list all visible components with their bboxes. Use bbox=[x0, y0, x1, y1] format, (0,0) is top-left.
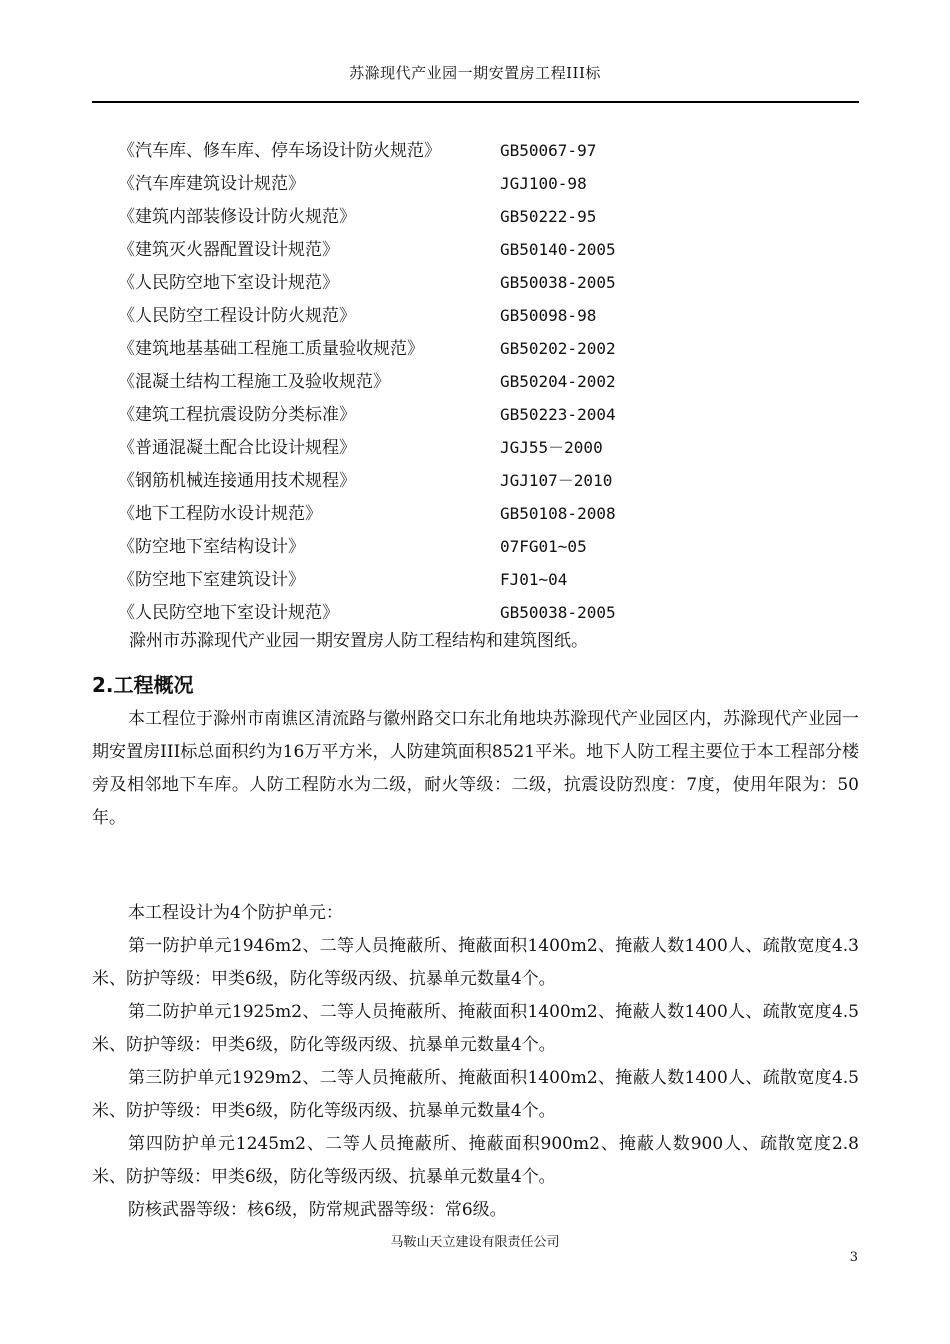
standard-code: JGJ100-98 bbox=[500, 174, 587, 193]
standards-list bbox=[118, 134, 616, 629]
standard-name: 《建筑内部装修设计防火规范》 bbox=[118, 207, 356, 227]
standard-name: 《汽车库、修车库、停车场设计防火规范》 bbox=[118, 141, 441, 161]
drawing-reference: 滁州市苏滁现代产业园一期安置房人防工程结构和建筑图纸。 bbox=[129, 631, 588, 651]
standard-code: GB50222-95 bbox=[500, 207, 597, 226]
standard-item bbox=[118, 332, 616, 365]
standard-name: 《混凝土结构工程施工及验收规范》 bbox=[118, 372, 390, 392]
standard-name: 《人民防空地下室设计规范》 bbox=[118, 603, 339, 623]
standard-item bbox=[118, 563, 616, 596]
unit-3-paragraph: 第三防护单元1929m2、二等人员掩蔽所、掩蔽面积1400m2、掩蔽人数1400人、疏散宽度4.5米、防护等级：甲类6级，防化等级丙级、抗暴单元数量4个。 bbox=[92, 1068, 859, 1121]
standard-code: JGJ107－2010 bbox=[500, 471, 613, 490]
standard-name: 《人民防空地下室设计规范》 bbox=[118, 273, 339, 293]
header-rule bbox=[92, 101, 859, 103]
section-heading: 2.工程概况 bbox=[92, 673, 194, 697]
standard-item bbox=[118, 398, 616, 431]
standard-code: FJ01~04 bbox=[500, 570, 568, 589]
standard-item bbox=[118, 530, 616, 563]
standard-item bbox=[118, 233, 616, 266]
standard-item bbox=[118, 167, 616, 200]
overview-paragraph: 本工程位于滁州市南谯区清流路与徽州路交口东北角地块苏滁现代产业园区内，苏滁现代产业园一期安置房III标总面积约为16万平方米，人防建筑面积8521平米。地下人防工程主要位于本工程部分楼旁及相邻地下车库。人防工程防水为二级，耐火等级：二级，抗震设防烈度：7度，使用年限为：50年。 bbox=[92, 709, 859, 828]
standard-code: 07FG01~05 bbox=[500, 537, 587, 556]
standard-item bbox=[118, 497, 616, 530]
standard-item bbox=[118, 464, 616, 497]
standard-item bbox=[118, 134, 616, 167]
standard-name: 《建筑地基基础工程施工质量验收规范》 bbox=[118, 339, 424, 359]
standard-code: GB50202-2002 bbox=[500, 339, 616, 358]
page-header: 苏滁现代产业园一期安置房工程III标 bbox=[349, 64, 601, 82]
standard-code: GB50223-2004 bbox=[500, 405, 616, 424]
standard-item bbox=[118, 299, 616, 332]
standard-code: GB50204-2002 bbox=[500, 372, 616, 391]
standard-item bbox=[118, 431, 616, 464]
standard-name: 《防空地下室结构设计》 bbox=[118, 537, 305, 557]
standard-item bbox=[118, 596, 616, 629]
standard-name: 《建筑灭火器配置设计规范》 bbox=[118, 240, 339, 260]
standard-code: GB50038-2005 bbox=[500, 603, 616, 622]
unit-2-paragraph: 第二防护单元1925m2、二等人员掩蔽所、掩蔽面积1400m2、掩蔽人数1400人、疏散宽度4.5米、防护等级：甲类6级，防化等级丙级、抗暴单元数量4个。 bbox=[92, 1002, 859, 1055]
standard-name: 《普通混凝土配合比设计规程》 bbox=[118, 438, 356, 458]
page-number: 3 bbox=[849, 1250, 858, 1265]
weapons-paragraph: 防核武器等级：核6级，防常规武器等级：常6级。 bbox=[128, 1200, 507, 1220]
standard-name: 《地下工程防水设计规范》 bbox=[118, 504, 322, 524]
standard-name: 《人民防空工程设计防火规范》 bbox=[118, 306, 356, 326]
standard-name: 《防空地下室建筑设计》 bbox=[118, 570, 305, 590]
unit-4-paragraph: 第四防护单元1245m2、二等人员掩蔽所、掩蔽面积900m2、掩蔽人数900人、疏散宽度2.8米、防护等级：甲类6级，防化等级丙级、抗暴单元数量4个。 bbox=[92, 1134, 859, 1187]
standard-item bbox=[118, 266, 616, 299]
standard-code: GB50067-97 bbox=[500, 141, 597, 160]
standard-name: 《钢筋机械连接通用技术规程》 bbox=[118, 471, 356, 491]
standard-item bbox=[118, 365, 616, 398]
standard-code: JGJ55－2000 bbox=[500, 438, 603, 457]
standard-code: GB50038-2005 bbox=[500, 273, 616, 292]
page-footer: 马鞍山天立建设有限责任公司 bbox=[390, 1235, 560, 1250]
standard-code: GB50140-2005 bbox=[500, 240, 616, 259]
standard-name: 《汽车库建筑设计规范》 bbox=[118, 174, 305, 194]
standard-name: 《建筑工程抗震设防分类标准》 bbox=[118, 405, 356, 425]
standard-code: GB50098-98 bbox=[500, 306, 597, 325]
unit-1-paragraph: 第一防护单元1946m2、二等人员掩蔽所、掩蔽面积1400m2、掩蔽人数1400人、疏散宽度4.3米、防护等级：甲类6级，防化等级丙级、抗暴单元数量4个。 bbox=[92, 936, 859, 989]
units-intro: 本工程设计为4个防护单元： bbox=[128, 903, 343, 923]
standard-code: GB50108-2008 bbox=[500, 504, 616, 523]
standard-item bbox=[118, 200, 616, 233]
